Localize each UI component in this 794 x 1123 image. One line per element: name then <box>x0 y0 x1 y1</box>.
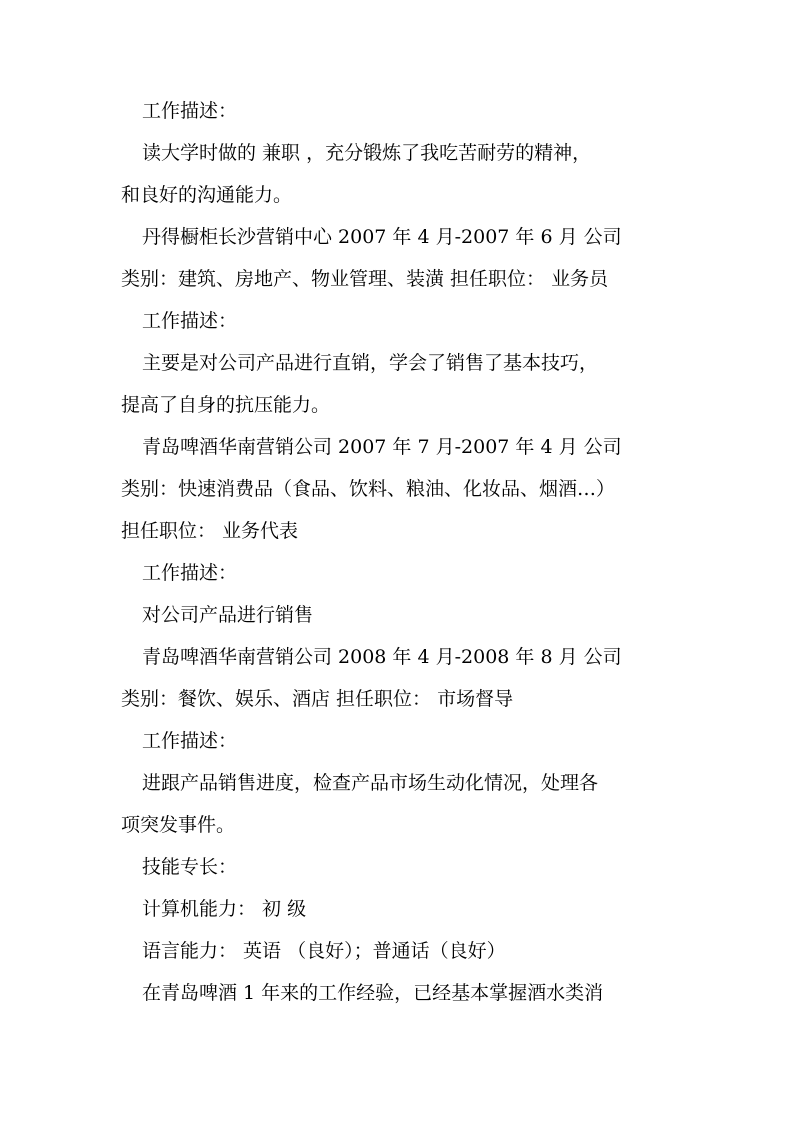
paragraph-job-1-desc <box>121 342 673 384</box>
text-line: 提高了自身的抗压能力。 <box>121 394 331 416</box>
text-line: 主要是对公司产品进行直销，学会了销售了基本技巧， <box>142 352 599 374</box>
text-line: 青岛啤酒华南营销公司 2007 年 7 月-2007 年 4 月 公司 <box>142 436 622 458</box>
text-line: 类别：餐饮、娱乐、酒店 担任职位： 市场督导 <box>121 688 514 710</box>
paragraph-job-2-cont <box>121 468 673 510</box>
text-line: 读大学时做的 兼职 ，充分锻炼了我吃苦耐劳的精神， <box>142 142 592 164</box>
paragraph-job-2 <box>121 426 673 468</box>
text-line: 语言能力： 英语 （良好）；普通话（良好） <box>142 940 506 962</box>
text-line: 工作描述： <box>142 100 238 122</box>
text-line: 对公司产品进行销售 <box>142 604 314 626</box>
text-line: 类别：建筑、房地产、物业管理、装潢 担任职位： 业务员 <box>121 268 609 290</box>
paragraph-job-desc-label-1 <box>121 90 673 132</box>
paragraph-job-3 <box>121 636 673 678</box>
paragraph-job-desc-label-3 <box>121 552 673 594</box>
skill-language <box>121 930 673 972</box>
paragraph-job-1 <box>121 216 673 258</box>
paragraph-job-2-desc <box>121 594 673 636</box>
text-line: 项突发事件。 <box>121 814 236 836</box>
text-line: 类别：快速消费品（食品、饮料、粮油、化妆品、烟酒…） <box>121 478 616 500</box>
paragraph-job-1-cont <box>121 258 673 300</box>
paragraph-job-3-cont <box>121 678 673 720</box>
text-line: 计算机能力： 初 级 <box>142 898 307 920</box>
text-line: 青岛啤酒华南营销公司 2008 年 4 月-2008 年 8 月 公司 <box>142 646 622 668</box>
text-line: 工作描述： <box>142 562 238 584</box>
paragraph-part-time-desc <box>121 132 673 174</box>
text-line: 和良好的沟通能力。 <box>121 184 293 206</box>
text-line: 工作描述： <box>142 730 238 752</box>
text-line: 在青岛啤酒 1 年来的工作经验，已经基本掌握酒水类消 <box>142 982 604 1004</box>
skill-computer <box>121 888 673 930</box>
paragraph-experience-summary <box>121 972 673 1014</box>
document-body <box>121 90 673 1014</box>
paragraph-job-desc-label-2 <box>121 300 673 342</box>
text-line: 进跟产品销售进度，检查产品市场生动化情况，处理各 <box>142 772 599 794</box>
paragraph-part-time-desc-cont <box>121 174 673 216</box>
paragraph-job-desc-label-4 <box>121 720 673 762</box>
paragraph-job-3-desc-cont <box>121 804 673 846</box>
text-line: 担任职位： 业务代表 <box>121 520 299 542</box>
paragraph-job-1-desc-cont <box>121 384 673 426</box>
text-line: 工作描述： <box>142 310 238 332</box>
text-line: 技能专长： <box>142 856 238 878</box>
section-heading-skills <box>121 846 673 888</box>
text-line: 丹得橱柜长沙营销中心 2007 年 4 月-2007 年 6 月 公司 <box>142 226 622 248</box>
paragraph-job-3-desc <box>121 762 673 804</box>
paragraph-job-2-cont-2 <box>121 510 673 552</box>
